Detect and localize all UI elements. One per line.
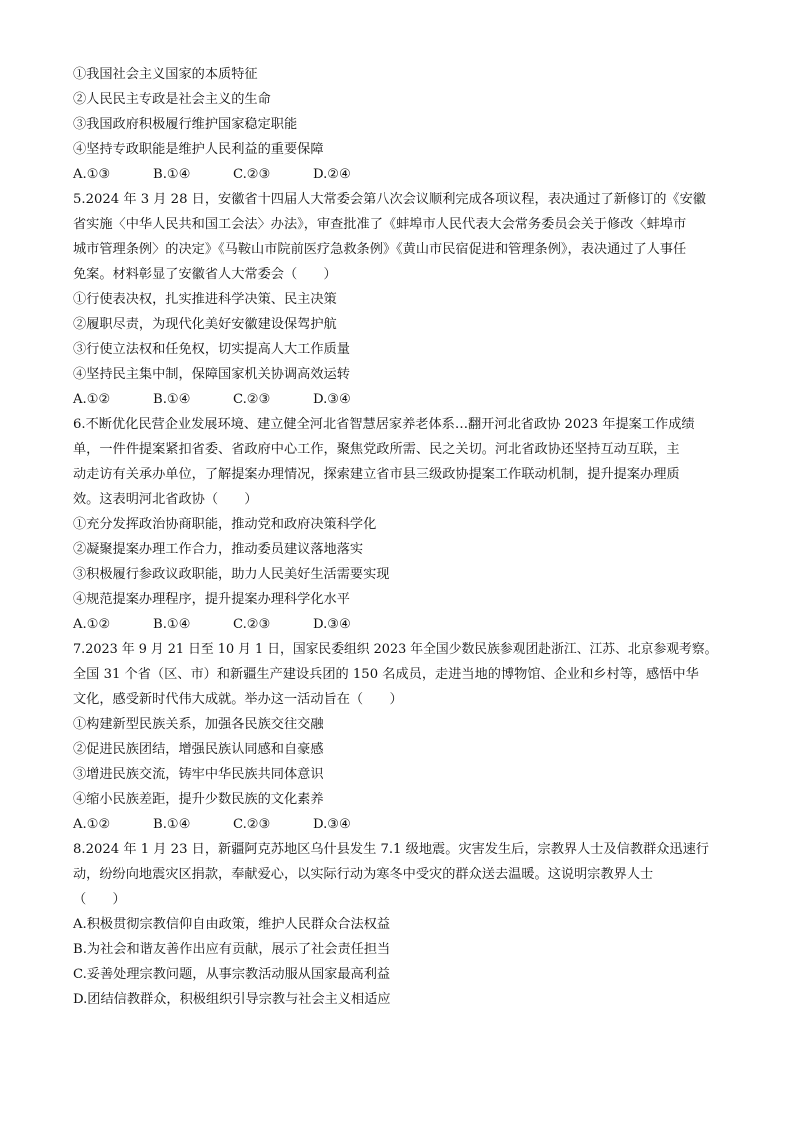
q8-stem-line-1: 8.2024 年 1 月 23 日，新疆阿克苏地区乌什县发生 7.1 级地震。灾害发生后，宗教界人士及信教群众迅速行	[73, 842, 709, 857]
q7-item-1: ①构建新型民族关系，加强各民族交往交融	[73, 717, 324, 732]
q6-item-2: ②凝聚提案办理工作合力，推动委员建议落地落实	[73, 542, 364, 557]
q6-option-a: A.①②	[73, 617, 111, 632]
q6-item-3: ③积极履行参政议政职能，助力人民美好生活需要实现	[73, 567, 390, 582]
q6-option-d: D.③④	[313, 617, 351, 632]
q4-option-b: B.①④	[153, 167, 191, 182]
q6-stem-line-1: 6.不断优化民营企业发展环境、建立健全河北省智慧居家养老体系…翻开河北省政协 2023 年提案工作成绩	[73, 417, 695, 432]
q4-item-1: ①我国社会主义国家的本质特征	[73, 67, 258, 82]
q8-stem-line-2: 动，纷纷向地震灾区捐款，奉献爱心，以实际行动为寒冬中受灾的群众送去温暖。这说明宗教界人士	[73, 867, 654, 882]
q5-stem-line-4: 免案。材料彰显了安徽省人大常委会（ ）	[73, 267, 337, 282]
q5-options	[73, 387, 725, 412]
q7-stem-line-2: 全国 31 个省（区、市）和新疆生产建设兵团的 150 名成员，走进当地的博物馆、企业和乡村等，感悟中华	[73, 667, 699, 682]
q6-item-4: ④规范提案办理程序，提升提案办理科学化水平	[73, 592, 350, 607]
q5-item-4: ④坚持民主集中制，保障国家机关协调高效运转	[73, 367, 350, 382]
q5-option-b: B.①④	[153, 392, 191, 407]
question-5	[73, 187, 725, 412]
q8-choice-b: B.为社会和谐友善作出应有贡献，展示了社会责任担当	[73, 942, 391, 957]
q5-stem-line-1: 5.2024 年 3 月 28 日，安徽省十四届人大常委会第八次会议顺利完成各项议程，表决通过了新修订的《安徽	[73, 192, 706, 207]
q5-item-2: ②履职尽责，为现代化美好安徽建设保驾护航	[73, 317, 337, 332]
q7-item-2: ②促进民族团结，增强民族认同感和自豪感	[73, 742, 324, 757]
q4-options	[73, 162, 725, 187]
q5-stem-line-3: 城市管理条例〉的决定》《马鞍山市院前医疗急救条例》《黄山市民宿促进和管理条例》，表决通过了人事任	[73, 242, 687, 257]
q5-option-a: A.①②	[73, 392, 111, 407]
q5-option-c: C.②③	[233, 392, 271, 407]
q6-option-c: C.②③	[233, 617, 271, 632]
q8-choice-d: D.团结信教群众，积极组织引导宗教与社会主义相适应	[73, 992, 391, 1007]
q5-item-1: ①行使表决权，扎实推进科学决策、民主决策	[73, 292, 337, 307]
q6-stem-line-4: 效。这表明河北省政协（ ）	[73, 492, 258, 507]
q6-options	[73, 612, 725, 637]
q7-item-3: ③增进民族交流，铸牢中华民族共同体意识	[73, 767, 324, 782]
q7-stem-line-3: 文化，感受新时代伟大成就。举办这一活动旨在（ ）	[73, 692, 403, 707]
q4-item-4: ④坚持专政职能是维护人民利益的重要保障	[73, 142, 324, 157]
q6-option-b: B.①④	[153, 617, 191, 632]
q5-stem-line-2: 省实施〈中华人民共和国工会法〉办法》，审查批准了《蚌埠市人民代表大会常务委员会关于修改〈蚌埠市	[73, 217, 687, 232]
q8-choice-c: C.妥善处理宗教问题，从事宗教活动服从国家最高利益	[73, 967, 391, 982]
q7-item-4: ④缩小民族差距，提升少数民族的文化素养	[73, 792, 324, 807]
q4-option-d: D.②④	[313, 167, 351, 182]
q4-option-a: A.①③	[73, 167, 111, 182]
q6-stem-line-3: 动走访有关承办单位，了解提案办理情况，探索建立省市县三级政协提案工作联动机制，提升提案办理质	[73, 467, 680, 482]
q5-item-3: ③行使立法权和任免权，切实提高人大工作质量	[73, 342, 350, 357]
q6-stem-line-2: 单，一件件提案紧扣省委、省政府中心工作，聚焦党政所需、民之关切。河北省政协还坚持互动互联，主	[73, 442, 680, 457]
q8-stem-line-3: （ ）	[73, 892, 126, 907]
q7-option-d: D.③④	[313, 817, 351, 832]
q7-option-c: C.②③	[233, 817, 271, 832]
q4-item-2: ②人民民主专政是社会主义的生命	[73, 92, 271, 107]
q6-item-1: ①充分发挥政治协商职能，推动党和政府决策科学化	[73, 517, 377, 532]
question-8	[73, 837, 725, 1012]
q8-choice-a: A.积极贯彻宗教信仰自由政策，维护人民群众合法权益	[73, 917, 391, 932]
q7-option-b: B.①④	[153, 817, 191, 832]
q4-item-3: ③我国政府积极履行维护国家稳定职能	[73, 117, 298, 132]
q7-options	[73, 812, 725, 837]
exam-page	[73, 62, 725, 1012]
q4-option-c: C.②③	[233, 167, 271, 182]
question-7	[73, 637, 725, 837]
q7-option-a: A.①②	[73, 817, 111, 832]
question-6	[73, 412, 725, 637]
question-4	[73, 62, 725, 187]
q5-option-d: D.③④	[313, 392, 351, 407]
q7-stem-line-1: 7.2023 年 9 月 21 日至 10 月 1 日，国家民委组织 2023 年全国少数民族参观团赴浙江、江苏、北京参观考察。	[73, 642, 718, 657]
